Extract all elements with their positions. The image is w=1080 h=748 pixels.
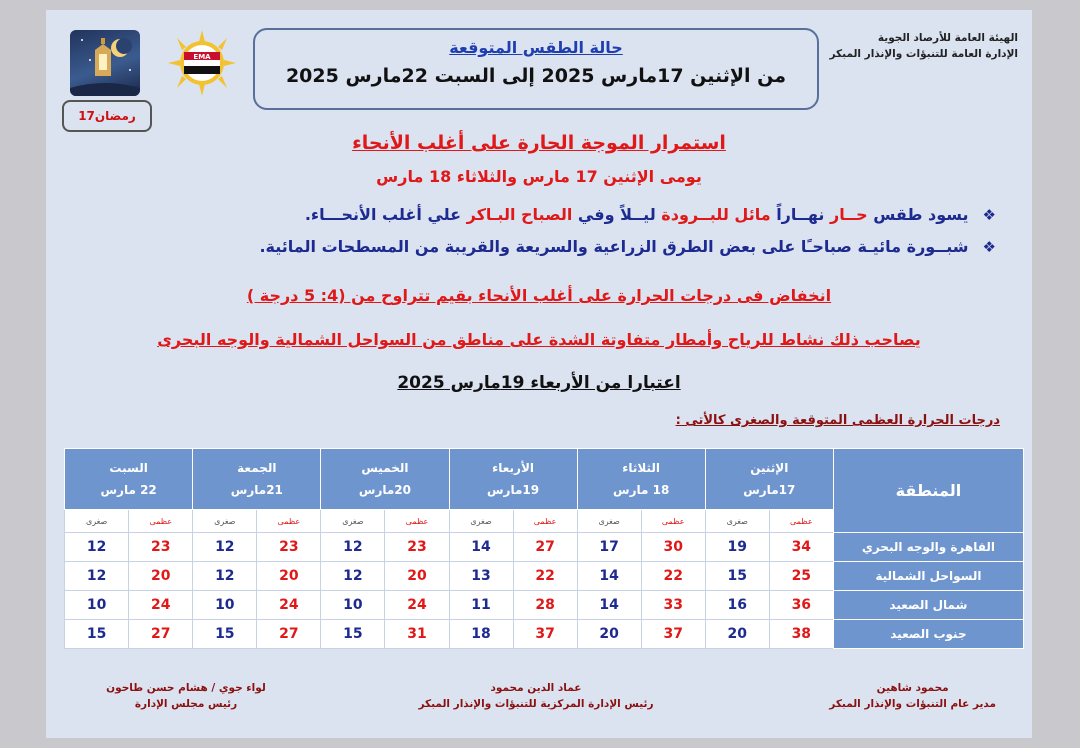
page-title: حالة الطقس المتوقعة [449,38,623,57]
min-temp: 10 [65,591,129,620]
max-label: عظمى [641,510,705,533]
min-temp: 15 [321,620,385,649]
min-label: صغرى [65,510,129,533]
max-temp: 24 [129,591,193,620]
min-temp: 11 [449,591,513,620]
min-temp: 14 [577,562,641,591]
min-temp: 12 [321,533,385,562]
max-temp: 22 [641,562,705,591]
min-temp: 10 [193,591,257,620]
max-label: عظمى [385,510,449,533]
max-temp: 24 [385,591,449,620]
signature-block [396,680,676,712]
day-header: الإثنين 17مارس [705,449,833,510]
org-name: الهيئة العامة للأرصاد الجوية [877,32,1018,44]
max-temp: 27 [513,533,577,562]
date-range: من الإثنين 17مارس 2025 إلى السبت 22مارس 2025 [285,65,787,87]
max-temp: 31 [385,620,449,649]
signatory-name: محمود شاهين [876,682,949,694]
signature-block [86,680,286,712]
min-temp: 15 [705,562,769,591]
subheadline: يومى الإثنين 17 مارس والثلاثاء 18 مارس [376,167,702,186]
table-row [65,591,1024,620]
region-header: المنطقة [833,449,1023,533]
region-name: جنوب الصعيد [833,620,1023,649]
signatory-name: عماد الدين محمود [490,682,582,694]
max-temp: 38 [769,620,833,649]
diamond-bullet-icon: ❖ [982,206,996,224]
min-temp: 12 [65,562,129,591]
region-name: القاهرة والوجه البحري [833,533,1023,562]
max-temp: 28 [513,591,577,620]
min-temp: 12 [65,533,129,562]
min-temp: 19 [705,533,769,562]
max-label: عظمى [257,510,321,533]
headline: استمرار الموجة الحارة على أغلب الأنحاء [352,132,726,154]
max-temp: 23 [129,533,193,562]
min-temp: 20 [577,620,641,649]
organization-header [830,30,1018,62]
max-temp: 30 [641,533,705,562]
max-label: عظمى [513,510,577,533]
max-temp: 20 [385,562,449,591]
table-caption: درجات الحرارة العظمى المتوقعة والصغرى كالأتى : [675,413,1000,428]
region-name: شمال الصعيد [833,591,1023,620]
min-label: صغرى [321,510,385,533]
region-name: السواحل الشمالية [833,562,1023,591]
min-temp: 14 [577,591,641,620]
min-temp: 12 [193,562,257,591]
max-temp: 23 [385,533,449,562]
max-temp: 27 [257,620,321,649]
min-temp: 12 [193,533,257,562]
signatory-title: رئيس الإدارة المركزية للتنبؤات والإنذار المبكر [418,698,654,710]
max-temp: 37 [641,620,705,649]
min-label: صغرى [449,510,513,533]
max-temp: 23 [257,533,321,562]
table-row [65,562,1024,591]
min-temp: 20 [705,620,769,649]
ema-logo [164,28,240,98]
min-temp: 12 [321,562,385,591]
temperature-drop-statement: انخفاض فى درجات الحرارة على أغلب الأنحاء بقيم تتراوح من (4: 5 درجة ) [246,286,832,305]
day-header: الجمعة 21مارس [193,449,321,510]
max-temp: 27 [129,620,193,649]
min-temp: 15 [65,620,129,649]
ramadan-day-badge: 17رمضان [62,100,152,132]
max-temp: 22 [513,562,577,591]
min-temp: 18 [449,620,513,649]
temperature-table [64,448,1024,649]
min-temp: 16 [705,591,769,620]
signature-block [829,680,996,712]
forecast-header-box [253,28,819,110]
max-temp: 37 [513,620,577,649]
day-header: الأربعاء 19مارس [449,449,577,510]
max-label: عظمى [769,510,833,533]
min-temp: 17 [577,533,641,562]
effective-date: اعتبارا من الأربعاء 19مارس 2025 [397,373,681,393]
max-temp: 24 [257,591,321,620]
min-temp: 14 [449,533,513,562]
day-header: الثلاثاء 18 مارس [577,449,705,510]
wind-rain-statement: يصاحب ذلك نشاط للرياح وأمطار متفاوتة الشدة على مناطق من السواحل الشمالية والوجه البحرى [157,330,921,349]
max-temp: 34 [769,533,833,562]
bulletin-page [46,10,1032,738]
day-header: السبت 22 مارس [65,449,193,510]
bullet-item: ❖شبــورة مائيـة صباحـًا على بعض الطرق الزراعية والسريعة والقريبة من المسطحات المائية. [259,237,996,256]
table-row [65,533,1024,562]
diamond-bullet-icon: ❖ [982,238,996,256]
max-label: عظمى [129,510,193,533]
table-row [65,620,1024,649]
min-temp: 15 [193,620,257,649]
max-temp: 20 [257,562,321,591]
ramadan-lantern-image [70,30,140,96]
min-temp: 13 [449,562,513,591]
signatory-title: رئيس مجلس الإدارة [134,698,238,710]
bullet-item: ❖يسود طقس حــار نهــاراً مائل للبــرودة ليــلاً وفي الصباح البـاكر علي أغلب الأنحـــاء. [304,205,996,224]
min-temp: 10 [321,591,385,620]
max-temp: 20 [129,562,193,591]
max-temp: 33 [641,591,705,620]
min-label: صغرى [193,510,257,533]
min-label: صغرى [705,510,769,533]
max-temp: 36 [769,591,833,620]
org-department: الإدارة العامة للتنبؤات والإنذار المبكر [829,48,1018,60]
max-temp: 25 [769,562,833,591]
logo-text: EMA [193,53,211,61]
min-label: صغرى [577,510,641,533]
signatory-name: لواء جوي / هشام حسن طاحون [106,682,266,694]
day-header: الخميس 20مارس [321,449,449,510]
signatory-title: مدير عام التنبؤات والإنذار المبكر [829,698,996,710]
